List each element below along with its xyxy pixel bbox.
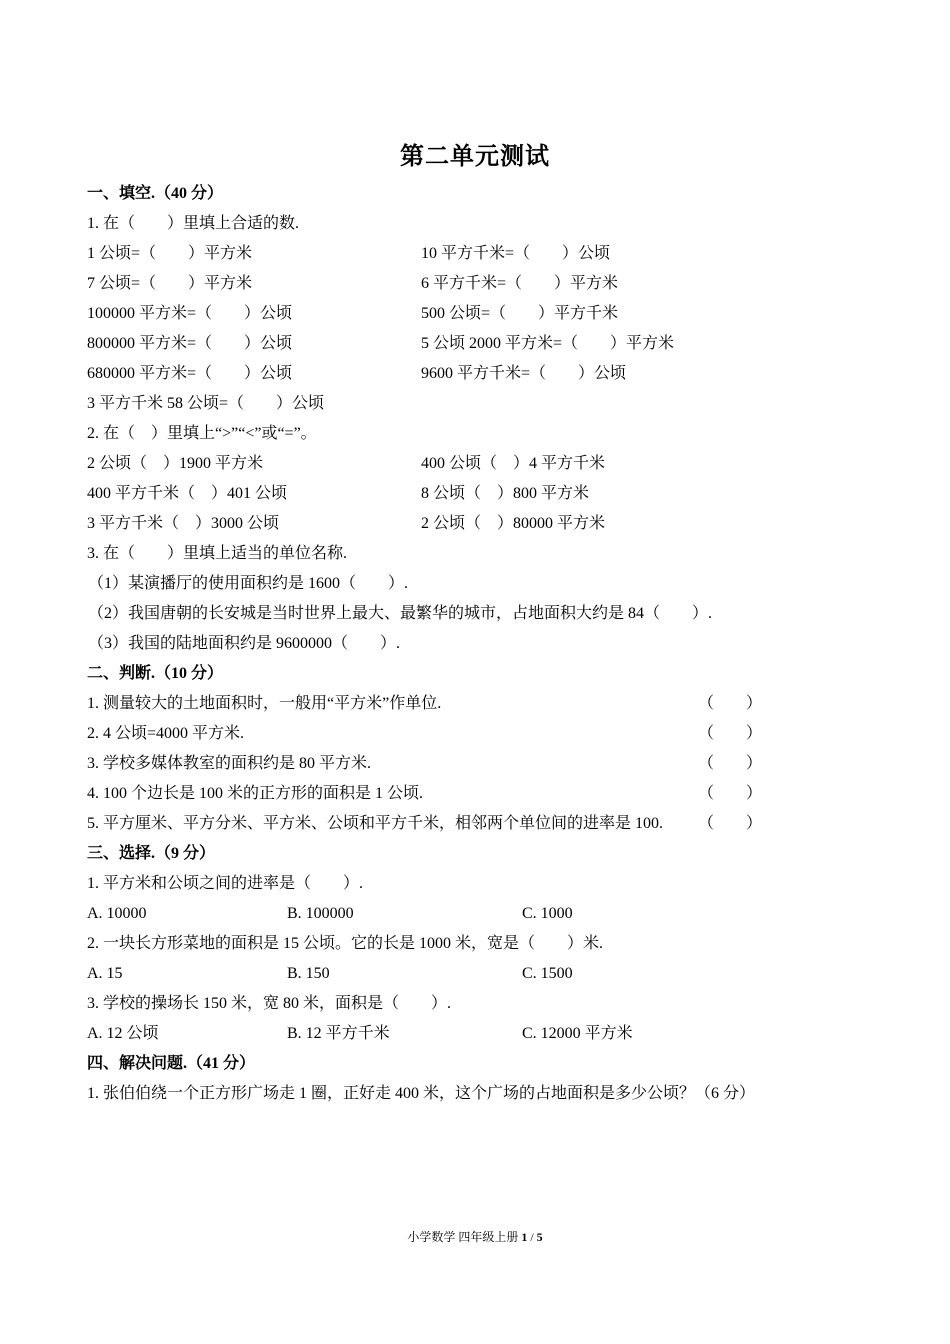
judge-item: 3. 学校多媒体教室的面积约是 80 平方米.	[87, 755, 372, 772]
question-text: 2. 在（ ）里填上“>”“<”或“=”。	[87, 425, 317, 442]
section-heading-choice: 三、选择.（9 分）	[87, 845, 216, 862]
question-text: 1. 张伯伯绕一个正方形广场走 1 圈，正好走 400 米，这个广场的占地面积是多少公顷？（6 分）	[87, 1085, 756, 1102]
compare-item: 2 公顷（ ）1900 平方米	[87, 455, 264, 472]
judge-item: 4. 100 个边长是 100 米的正方形的面积是 1 公顷.	[87, 785, 424, 802]
question-text: 3. 学校的操场长 150 米，宽 80 米，面积是（ ）.	[87, 995, 452, 1012]
option-a: A. 10000	[87, 905, 147, 922]
fill-item: 100000 平方米=（ ）公顷	[87, 305, 293, 322]
option-b: B. 100000	[287, 905, 354, 922]
answer-paren: （ ）	[698, 725, 763, 742]
fill-item: 7 公顷=（ ）平方米	[87, 275, 253, 292]
answer-paren: （ ）	[698, 695, 763, 712]
answer-paren: （ ）	[698, 785, 763, 802]
page-title: 第二单元测试	[400, 144, 550, 170]
fill-item: 500 公顷=（ ）平方千米	[421, 305, 619, 322]
answer-paren: （ ）	[698, 755, 763, 772]
fill-item: 800000 平方米=（ ）公顷	[87, 335, 293, 352]
compare-item: 3 平方千米（ ）3000 公顷	[87, 515, 280, 532]
question-text: 2. 一块长方形菜地的面积是 15 公顷。它的长是 1000 米，宽是（ ）米.	[87, 935, 604, 952]
fill-item: 1 公顷=（ ）平方米	[87, 245, 253, 262]
option-b: B. 12 平方千米	[287, 1025, 390, 1042]
section-heading-solve: 四、解决问题.（41 分）	[87, 1055, 256, 1072]
option-c: C. 1000	[522, 905, 573, 922]
footer-label: 小学数学 四年级上册	[407, 1230, 522, 1244]
fill-item: 9600 平方千米=（ ）公顷	[421, 365, 627, 382]
fill-item: 10 平方千米=（ ）公顷	[421, 245, 611, 262]
fill-item: 5 公顷 2000 平方米=（ ）平方米	[421, 335, 675, 352]
option-a: A. 12 公顷	[87, 1025, 159, 1042]
unit-item: （2）我国唐朝的长安城是当时世界上最大、最繁华的城市，占地面积大约是 84（ ）.	[88, 605, 713, 622]
fill-item: 6 平方千米=（ ）平方米	[421, 275, 619, 292]
option-c: C. 1500	[522, 965, 573, 982]
option-a: A. 15	[87, 965, 123, 982]
question-text: 3. 在（ ）里填上适当的单位名称.	[87, 545, 348, 562]
option-b: B. 150	[287, 965, 330, 982]
answer-paren: （ ）	[698, 815, 763, 832]
compare-item: 400 公顷（ ）4 平方千米	[421, 455, 606, 472]
question-text: 1. 在（ ）里填上合适的数.	[87, 215, 300, 232]
page-footer	[0, 1229, 950, 1245]
judge-item: 5. 平方厘米、平方分米、平方米、公顷和平方千米，相邻两个单位间的进率是 100.	[87, 815, 664, 832]
fill-item: 680000 平方米=（ ）公顷	[87, 365, 293, 382]
question-text: 1. 平方米和公顷之间的进率是（ ）.	[87, 875, 364, 892]
fill-item: 3 平方千米 58 公顷=（ ）公顷	[87, 395, 325, 412]
section-heading-fill: 一、填空.（40 分）	[87, 185, 224, 202]
section-heading-judge: 二、判断.（10 分）	[87, 665, 224, 682]
compare-item: 8 公顷（ ）800 平方米	[421, 485, 590, 502]
unit-item: （3）我国的陆地面积约是 9600000（ ）.	[88, 635, 401, 652]
unit-item: （1）某演播厅的使用面积约是 1600（ ）.	[88, 575, 409, 592]
page-number: 1	[521, 1230, 528, 1244]
page-total: 5	[536, 1230, 543, 1244]
compare-item: 2 公顷（ ）80000 平方米	[421, 515, 606, 532]
judge-item: 1. 测量较大的土地面积时，一般用“平方米”作单位.	[87, 695, 442, 712]
compare-item: 400 平方千米（ ）401 公顷	[87, 485, 288, 502]
judge-item: 2. 4 公顷=4000 平方米.	[87, 725, 245, 742]
option-c: C. 12000 平方米	[522, 1025, 633, 1042]
page-separator: /	[527, 1230, 537, 1244]
